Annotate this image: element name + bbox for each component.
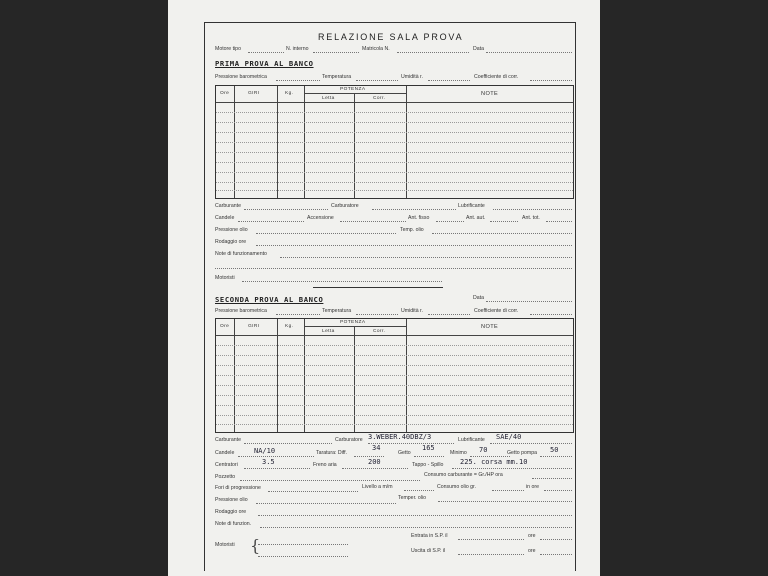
- p-note-funz-field-2[interactable]: [215, 268, 572, 269]
- p-candele-label: Candele: [215, 215, 235, 221]
- s-carburante-field[interactable]: [244, 443, 332, 444]
- s-motoristi-field-1[interactable]: [258, 544, 348, 545]
- s-rodaggio-field[interactable]: [258, 515, 572, 516]
- s-getto-label: Getto: [398, 450, 411, 456]
- prima-table: [215, 85, 574, 199]
- p-note-funz-label: Note di funzionamento: [215, 251, 267, 257]
- p-ant-tot-label: Ant. tot.: [522, 215, 540, 221]
- p-umidita-label: Umidità r.: [401, 74, 423, 80]
- s-candele-label: Candele: [215, 450, 235, 456]
- p-candele-field[interactable]: [238, 221, 304, 222]
- p-coefficiente-label: Coefficiente di corr.: [474, 74, 519, 80]
- p-rodaggio-label: Rodaggio ore: [215, 239, 247, 245]
- t1-letta-header: Letta: [322, 96, 335, 101]
- p-rodaggio-field[interactable]: [256, 245, 572, 246]
- t2-giri-header: GIRI: [248, 324, 260, 329]
- t2-ore-header: Ore: [220, 324, 230, 329]
- s-minimo-field[interactable]: [470, 456, 510, 457]
- matricola-field[interactable]: [397, 52, 469, 53]
- motore-tipo-field[interactable]: [248, 52, 284, 53]
- t2-corr-header: Corr.: [373, 329, 386, 334]
- n-interno-field[interactable]: [313, 52, 359, 53]
- s-livello-field[interactable]: [404, 490, 434, 491]
- section-divider: [313, 287, 443, 288]
- p-accensione-label: Accensione: [307, 215, 334, 221]
- s-taratura-field[interactable]: [354, 456, 384, 457]
- p-temp-olio-field[interactable]: [432, 233, 572, 234]
- s-pressione-olio-field[interactable]: [256, 503, 396, 504]
- s-getto-pompa-field[interactable]: [540, 456, 572, 457]
- s-freno-aria-field[interactable]: [342, 468, 408, 469]
- t1-giri-header: GIRI: [248, 91, 260, 96]
- s-entrata-field[interactable]: [458, 539, 524, 540]
- s-tappo-label: Tappo - Spillo: [412, 462, 444, 468]
- s-getto-pompa-value: 50: [550, 446, 559, 454]
- s-carburatore-value: 3.WEBER.40DBZ/3: [368, 433, 432, 441]
- matricola-label: Matricola N.: [362, 46, 390, 52]
- p-ant-fisso-field[interactable]: [436, 221, 464, 222]
- s-data-field[interactable]: [486, 301, 572, 302]
- p-motoristi-field[interactable]: [242, 281, 442, 282]
- s-pressione-field[interactable]: [276, 314, 320, 315]
- p-temp-olio-label: Temp. olio: [400, 227, 424, 233]
- t2-potenza-header: POTENZA: [340, 320, 366, 325]
- s-candele-field[interactable]: [238, 456, 314, 457]
- p-carburatore-label: Carburatore: [331, 203, 359, 209]
- s-uscita-field[interactable]: [458, 554, 524, 555]
- s-centratori-label: Centratori: [215, 462, 238, 468]
- p-pressione-field[interactable]: [276, 80, 320, 81]
- p-lubrificante-label: Lubrificante: [458, 203, 485, 209]
- p-pressione-label: Pressione barometrica: [215, 74, 267, 80]
- s-pozzetto-field[interactable]: [240, 480, 420, 481]
- s-note-funz-label: Note di funzion.: [215, 521, 252, 527]
- s-tappo-value: 225. corsa mm.10: [460, 458, 528, 466]
- s-getto-field[interactable]: [414, 456, 444, 457]
- s-fori-label: Fori di progressione: [215, 485, 261, 491]
- s-centratori-value: 3.5: [262, 458, 275, 466]
- s-data-label: Data: [473, 295, 484, 301]
- t2-kg-header: Kg.: [285, 324, 294, 329]
- p-pressione-olio-label: Pressione olio: [215, 227, 248, 233]
- data-label: Data: [473, 46, 484, 52]
- s-entrata-ore-label: ore: [528, 533, 536, 539]
- s-pozzetto-label: Pozzetto: [215, 474, 236, 480]
- p-carburante-field[interactable]: [244, 209, 328, 210]
- p-note-funz-field[interactable]: [280, 257, 572, 258]
- s-note-funz-field[interactable]: [260, 527, 572, 528]
- p-ant-tot-field[interactable]: [546, 221, 572, 222]
- p-ant-aut-label: Ant. aut.: [466, 215, 486, 221]
- s-taratura-label: Taratura: Diff.: [316, 450, 348, 456]
- t2-note-header: NOTE: [481, 324, 499, 330]
- s-minimo-label: Minimo: [450, 450, 467, 456]
- p-temperatura-label: Temperatura: [322, 74, 352, 80]
- s-temper-olio-label: Temper. olio: [398, 495, 426, 501]
- p-temperatura-field[interactable]: [356, 80, 398, 81]
- s-rodaggio-label: Rodaggio ore: [215, 509, 247, 515]
- t1-corr-header: Corr.: [373, 96, 386, 101]
- t1-kg-header: Kg.: [285, 91, 294, 96]
- s-in-ore-label: in ore: [526, 484, 539, 490]
- data-field[interactable]: [486, 52, 572, 53]
- p-motoristi-label: Motoristi: [215, 275, 235, 281]
- form-sheet: [168, 0, 600, 576]
- p-pressione-olio-field[interactable]: [256, 233, 396, 234]
- s-consumo-olio-label: Consumo olio gr.: [437, 484, 476, 490]
- t2-letta-header: Letta: [322, 329, 335, 334]
- s-lubrificante-field[interactable]: [490, 443, 572, 444]
- p-ant-aut-field[interactable]: [490, 221, 518, 222]
- s-coefficiente-label: Coefficiente di corr.: [474, 308, 519, 314]
- p-ant-fisso-label: Ant. fisso: [408, 215, 430, 221]
- s-uscita-ore-label: ore: [528, 548, 536, 554]
- s-uscita-label: Uscita di S.P. il: [411, 548, 446, 554]
- s-coefficiente-field[interactable]: [530, 314, 572, 315]
- s-pressione-label: Pressione barometrica: [215, 308, 267, 314]
- p-umidita-field[interactable]: [428, 80, 470, 81]
- s-carburatore-label: Carburatore: [335, 437, 363, 443]
- s-umidita-field[interactable]: [428, 314, 470, 315]
- s-umidita-label: Umidità r.: [401, 308, 423, 314]
- t1-potenza-header: POTENZA: [340, 87, 366, 92]
- seconda-table: [215, 318, 574, 433]
- s-carburatore-field[interactable]: [368, 443, 454, 444]
- s-tappo-field[interactable]: [452, 468, 572, 469]
- s-consumo-label: Consumo carburante = Gr./HP ora: [424, 472, 503, 478]
- s-centratori-field[interactable]: [244, 468, 310, 469]
- s-temperatura-field[interactable]: [356, 314, 398, 315]
- s-candele-value: NA/10: [254, 447, 276, 455]
- p-accensione-field[interactable]: [340, 221, 406, 222]
- s-carburante-label: Carburante: [215, 437, 241, 443]
- n-interno-label: N. interno: [286, 46, 309, 52]
- seconda-prova-heading: SECONDA PROVA AL BANCO: [215, 295, 324, 304]
- p-carburante-label: Carburante: [215, 203, 241, 209]
- s-taratura-value: 34: [372, 444, 381, 452]
- motoristi-brace: {: [250, 536, 261, 555]
- p-lubrificante-field[interactable]: [493, 209, 572, 210]
- s-entrata-label: Entrata in S.P. il: [411, 533, 448, 539]
- s-lubrificante-value: SAE/40: [496, 433, 522, 441]
- motore-tipo-label: Motore tipo: [215, 46, 241, 52]
- s-fori-field[interactable]: [268, 491, 358, 492]
- prima-prova-heading: PRIMA PROVA AL BANCO: [215, 59, 314, 68]
- s-in-ore-field[interactable]: [544, 490, 572, 491]
- s-uscita-ore-field[interactable]: [540, 554, 572, 555]
- p-carburatore-field[interactable]: [372, 209, 456, 210]
- s-livello-label: Livello a m/m: [362, 484, 393, 490]
- s-temperatura-label: Temperatura: [322, 308, 352, 314]
- s-pressione-olio-label: Pressione olio: [215, 497, 248, 503]
- s-getto-pompa-label: Getto pompa: [507, 450, 537, 456]
- s-minimo-value: 70: [479, 446, 488, 454]
- s-freno-aria-value: 200: [368, 458, 381, 466]
- s-freno-aria-label: Freno aria: [313, 462, 337, 468]
- s-temper-olio-field[interactable]: [438, 501, 572, 502]
- s-motoristi-label: Motoristi: [215, 542, 235, 548]
- form-title: RELAZIONE SALA PROVA: [318, 32, 464, 42]
- s-lubrificante-label: Lubrificante: [458, 437, 485, 443]
- t1-ore-header: Ore: [220, 91, 230, 96]
- s-consumo-olio-field[interactable]: [492, 490, 524, 491]
- s-entrata-ore-field[interactable]: [540, 539, 572, 540]
- s-consumo-field[interactable]: [532, 478, 572, 479]
- s-motoristi-field-2[interactable]: [258, 556, 348, 557]
- s-getto-value: 165: [422, 444, 435, 452]
- t1-note-header: NOTE: [481, 91, 499, 97]
- p-coefficiente-field[interactable]: [530, 80, 572, 81]
